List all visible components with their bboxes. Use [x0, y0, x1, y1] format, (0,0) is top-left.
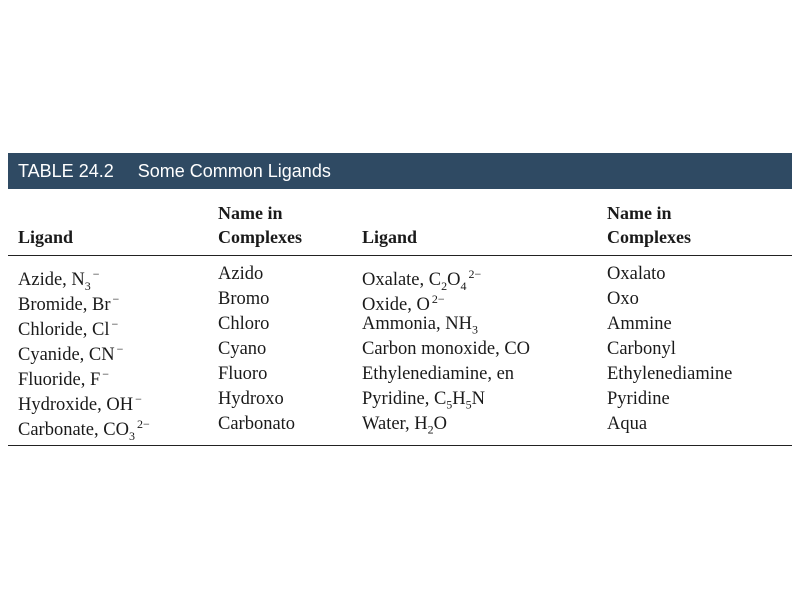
ligand-charge: −	[135, 392, 142, 406]
ligand-text: Chloride, Cl	[18, 320, 110, 341]
ligand-text: Fluoride, F	[18, 370, 101, 391]
ligand-charge: −	[102, 367, 110, 381]
complex-name-cell: Fluoro	[218, 364, 268, 384]
table-row	[8, 387, 792, 416]
ligand-charge: −	[112, 292, 120, 306]
complex-name-cell: Cyano	[218, 339, 267, 359]
ligand-text: Water, H	[362, 414, 428, 434]
table-body	[8, 256, 792, 446]
complex-name-cell: Oxalato	[607, 264, 666, 284]
ligand-charge: 2−	[431, 292, 445, 306]
ligands-table	[8, 153, 792, 446]
ligand-text: Hydroxide, OH	[18, 395, 134, 416]
ligand-charge: 2−	[468, 267, 482, 281]
complex-name-cell: Aqua	[607, 414, 648, 434]
ligand-text: Oxalate, C	[362, 270, 442, 291]
ligand-text: Azide, N	[18, 270, 85, 291]
ligand-charge: −	[92, 267, 100, 281]
complex-name-cell: Ethylenediamine	[607, 364, 733, 384]
table-row	[8, 262, 792, 293]
table-number: TABLE 24.2	[18, 160, 114, 181]
ligand-subscript: 2	[427, 422, 434, 437]
table-row	[8, 412, 792, 443]
complex-name-cell: Hydroxo	[218, 389, 284, 409]
table-title: Some Common Ligands	[137, 160, 331, 181]
header-ligand-2-label: Ligand	[362, 227, 418, 247]
ligand-text: Ethylenediamine, en	[362, 364, 515, 384]
complex-name-cell: Carbonyl	[607, 339, 676, 359]
complex-name-cell: Oxo	[607, 289, 639, 309]
ligand-charge: −	[111, 317, 119, 331]
header-name-in-complexes-1	[218, 201, 302, 249]
ligand-subscript: 3	[128, 428, 135, 443]
ligand-text: Pyridine, C	[362, 389, 447, 409]
ligand-charge: −	[116, 342, 124, 356]
ligand-text: Oxide, O	[362, 295, 430, 316]
ligand-text: Ammonia, NH	[362, 314, 472, 334]
ligand-text: H	[452, 389, 466, 409]
header-name-in-complexes-2	[607, 201, 691, 249]
complex-name-cell: Pyridine	[607, 389, 670, 409]
ligand-text: O	[433, 414, 447, 434]
table-row	[8, 312, 792, 341]
ligand-subscript: 3	[471, 322, 478, 337]
complex-name-cell: Ammine	[607, 314, 672, 334]
table-row	[8, 337, 792, 366]
ligand-text: Carbonate, CO	[18, 420, 129, 441]
complex-name-cell: Azido	[218, 264, 264, 284]
ligand-text: Bromide, Br	[18, 295, 111, 316]
header-ligand-1	[18, 225, 73, 249]
ligand-subscript: 2	[441, 278, 448, 293]
table-row	[8, 287, 792, 316]
ligand-charge: 2−	[136, 417, 150, 431]
ligand-cell	[362, 362, 514, 387]
ligand-subscript: 3	[84, 278, 91, 293]
ligand-subscript: 5	[446, 397, 453, 412]
ligand-text: O	[447, 270, 461, 291]
ligand-text: Cyanide, CN	[18, 345, 115, 366]
ligand-text: N	[471, 389, 486, 409]
complex-name-cell: Carbonato	[218, 414, 296, 434]
ligand-cell	[18, 412, 150, 449]
header-name-line1: Name in	[218, 203, 283, 223]
ligand-cell	[362, 412, 447, 443]
table-header-row	[8, 189, 792, 256]
header-name-line1: Name in	[607, 203, 672, 223]
ligand-subscript: 4	[460, 278, 467, 293]
table-title-bar	[8, 153, 792, 189]
table-row	[8, 362, 792, 391]
complex-name-cell: Chloro	[218, 314, 270, 334]
header-ligand-1-label: Ligand	[18, 227, 74, 247]
ligand-text: Carbon monoxide, CO	[362, 339, 531, 359]
header-name-line2: Complexes	[607, 227, 691, 247]
header-name-line2: Complexes	[218, 227, 302, 247]
header-ligand-2	[362, 225, 417, 249]
ligand-subscript: 5	[465, 397, 472, 412]
ligand-cell	[362, 337, 530, 362]
complex-name-cell: Bromo	[218, 289, 270, 309]
